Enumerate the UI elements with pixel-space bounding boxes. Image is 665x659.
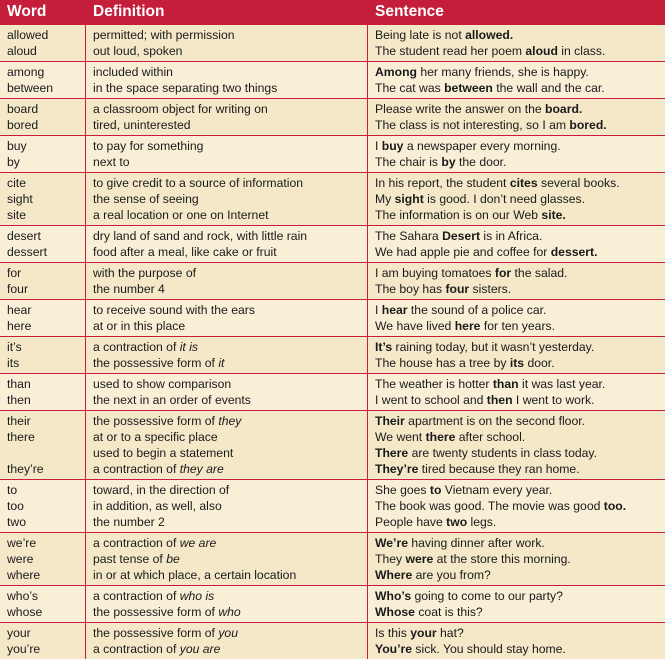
word-text: four	[7, 282, 29, 296]
sentence-cell	[368, 99, 665, 135]
definition-text: toward, in the direction of	[93, 483, 230, 497]
sentence-text: It’s raining today, but it wasn’t yesterday.	[375, 340, 595, 354]
sentence-text: We’re having dinner after work.	[375, 536, 545, 550]
sentence-text: Their apartment is on the second floor.	[375, 414, 586, 428]
definition-cell	[86, 263, 368, 299]
word-text: were	[7, 552, 34, 566]
sentence-cell	[368, 533, 665, 585]
sentence-text: I went to school and then I went to work.	[375, 393, 595, 407]
definition-text: out loud, spoken	[93, 44, 183, 58]
definition-text: the possessive form of you	[93, 626, 238, 640]
sentence-text: The book was good. The movie was good too.	[375, 499, 627, 513]
table-row	[0, 336, 665, 373]
definition-text: dry land of sand and rock, with little rain	[93, 229, 308, 243]
definition-cell	[86, 533, 368, 585]
definition-cell	[86, 411, 368, 479]
word-text: who’s	[7, 589, 38, 603]
definition-text: a contraction of who is	[93, 589, 215, 603]
definition-text: permitted; with permission	[93, 28, 235, 42]
sentence-text: Who’s going to come to our party?	[375, 589, 563, 603]
word-text: site	[7, 208, 26, 222]
word-text: hear	[7, 303, 32, 317]
sentence-text: Is this your hat?	[375, 626, 464, 640]
word-text: cite	[7, 176, 26, 190]
table-row	[0, 299, 665, 336]
header-word: Word	[7, 3, 47, 20]
table-row	[0, 532, 665, 585]
definition-text: the sense of seeing	[93, 192, 199, 206]
sentence-text: They’re tired because they ran home.	[375, 462, 580, 476]
definition-text: in or at which place, a certain location	[93, 568, 297, 582]
definition-text: next to	[93, 155, 130, 169]
sentence-text: You’re sick. You should stay home.	[375, 642, 566, 656]
definition-text: the possessive form of who	[93, 605, 241, 619]
definition-text: the number 2	[93, 515, 165, 529]
definition-text: to give credit to a source of information	[93, 176, 304, 190]
sentence-text: I hear the sound of a police car.	[375, 303, 547, 317]
word-text: you’re	[7, 642, 41, 656]
sentence-cell	[368, 25, 665, 61]
definition-cell	[86, 99, 368, 135]
definition-text: used to show comparison	[93, 377, 232, 391]
word-cell	[0, 623, 86, 659]
word-text: by	[7, 155, 20, 169]
word-text: allowed	[7, 28, 49, 42]
definition-text: the next in an order of events	[93, 393, 251, 407]
definition-text: food after a meal, like cake or fruit	[93, 245, 277, 259]
sentence-text: They were at the store this morning.	[375, 552, 571, 566]
definition-cell	[86, 136, 368, 172]
sentence-text: The house has a tree by its door.	[375, 356, 555, 370]
definition-text: the possessive form of it	[93, 356, 225, 370]
sentence-cell	[368, 411, 665, 479]
word-text: where	[7, 568, 41, 582]
header-definition: Definition	[93, 3, 165, 20]
table-row	[0, 479, 665, 532]
definition-cell	[86, 62, 368, 98]
word-text: dessert	[7, 245, 47, 259]
word-text: bored	[7, 118, 39, 132]
word-cell	[0, 300, 86, 336]
sentence-text: The class is not interesting, so I am bored.	[375, 118, 607, 132]
definition-text: a classroom object for writing on	[93, 102, 268, 116]
sentence-cell	[368, 374, 665, 410]
definition-text: a real location or one on Internet	[93, 208, 269, 222]
sentence-text: In his report, the student cites several books.	[375, 176, 620, 190]
header-sentence: Sentence	[375, 3, 444, 20]
definition-cell	[86, 586, 368, 622]
sentence-cell	[368, 337, 665, 373]
definition-text: to receive sound with the ears	[93, 303, 255, 317]
table-row	[0, 172, 665, 225]
definition-text: the possessive form of they	[93, 414, 242, 428]
table-header	[0, 0, 665, 24]
sentence-text: The boy has four sisters.	[375, 282, 512, 296]
word-text: aloud	[7, 44, 37, 58]
definition-cell	[86, 374, 368, 410]
sentence-text: There are twenty students in class today.	[375, 446, 597, 460]
sentence-text: Where are you from?	[375, 568, 491, 582]
table-row	[0, 585, 665, 622]
word-cell	[0, 263, 86, 299]
sentence-text: We went there after school.	[375, 430, 526, 444]
sentence-text: People have two legs.	[375, 515, 497, 529]
word-cell	[0, 25, 86, 61]
definition-text: included within	[93, 65, 173, 79]
sentence-text: We had apple pie and coffee for dessert.	[375, 245, 598, 259]
word-text: between	[7, 81, 54, 95]
word-text: it’s	[7, 340, 22, 354]
word-text: two	[7, 515, 26, 529]
word-text: board	[7, 102, 39, 116]
sentence-cell	[368, 586, 665, 622]
word-cell	[0, 136, 86, 172]
word-text	[7, 445, 85, 461]
sentence-text: The information is on our Web site.	[375, 208, 566, 222]
word-text: sight	[7, 192, 33, 206]
word-text: desert	[7, 229, 41, 243]
table-body	[0, 24, 665, 659]
word-cell	[0, 173, 86, 225]
definition-text: a contraction of they are	[93, 462, 224, 476]
table-row	[0, 373, 665, 410]
word-cell	[0, 374, 86, 410]
definition-text: at or to a specific place	[93, 430, 218, 444]
sentence-cell	[368, 136, 665, 172]
sentence-text: The cat was between the wall and the car.	[375, 81, 605, 95]
word-cell	[0, 480, 86, 532]
word-text: their	[7, 414, 31, 428]
sentence-text: The chair is by the door.	[375, 155, 507, 169]
word-text: too	[7, 499, 24, 513]
word-text: whose	[7, 605, 43, 619]
sentence-cell	[368, 173, 665, 225]
word-text: than	[7, 377, 31, 391]
definition-text: past tense of be	[93, 552, 180, 566]
definition-text: with the purpose of	[93, 266, 196, 280]
definition-text: at or in this place	[93, 319, 186, 333]
word-cell	[0, 533, 86, 585]
sentence-text: Whose coat is this?	[375, 605, 483, 619]
sentence-text: Being late is not allowed.	[375, 28, 514, 42]
word-text: we’re	[7, 536, 37, 550]
definition-text: in the space separating two things	[93, 81, 278, 95]
sentence-cell	[368, 226, 665, 262]
definition-text: to pay for something	[93, 139, 204, 153]
sentence-cell	[368, 623, 665, 659]
word-cell	[0, 62, 86, 98]
word-text: there	[7, 430, 35, 444]
word-text: here	[7, 319, 32, 333]
table-row	[0, 410, 665, 479]
definition-text: tired, uninterested	[93, 118, 191, 132]
definition-text: the number 4	[93, 282, 165, 296]
definition-cell	[86, 480, 368, 532]
definition-text: a contraction of it is	[93, 340, 198, 354]
table-row	[0, 225, 665, 262]
sentence-text: We have lived here for ten years.	[375, 319, 555, 333]
sentence-text: She goes to Vietnam every year.	[375, 483, 553, 497]
table-row	[0, 24, 665, 61]
definition-cell	[86, 226, 368, 262]
word-text: among	[7, 65, 45, 79]
definition-text: used to begin a statement	[93, 446, 234, 460]
sentence-cell	[368, 62, 665, 98]
word-cell	[0, 411, 86, 479]
word-text: to	[7, 483, 18, 497]
sentence-text: I am buying tomatoes for the salad.	[375, 266, 568, 280]
word-cell	[0, 337, 86, 373]
definition-cell	[86, 623, 368, 659]
sentence-text: The student read her poem aloud in class.	[375, 44, 606, 58]
word-text: for	[7, 266, 22, 280]
definition-cell	[86, 173, 368, 225]
table-row	[0, 61, 665, 98]
sentence-cell	[368, 263, 665, 299]
sentence-text: The weather is hotter than it was last year.	[375, 377, 606, 391]
definition-cell	[86, 300, 368, 336]
table-row	[0, 98, 665, 135]
word-text: its	[7, 356, 20, 370]
sentence-cell	[368, 300, 665, 336]
word-cell	[0, 586, 86, 622]
definition-text: in addition, as well, also	[93, 499, 222, 513]
table-row	[0, 135, 665, 172]
sentence-text: Please write the answer on the board.	[375, 102, 583, 116]
table-row	[0, 262, 665, 299]
definition-text: a contraction of we are	[93, 536, 217, 550]
definition-cell	[86, 25, 368, 61]
sentence-text: Among her many friends, she is happy.	[375, 65, 589, 79]
word-text: buy	[7, 139, 27, 153]
sentence-text: I buy a newspaper every morning.	[375, 139, 561, 153]
word-text: then	[7, 393, 31, 407]
word-cell	[0, 226, 86, 262]
sentence-cell	[368, 480, 665, 532]
definition-text: a contraction of you are	[93, 642, 221, 656]
word-cell	[0, 99, 86, 135]
sentence-text: My sight is good. I don’t need glasses.	[375, 192, 586, 206]
sentence-text: The Sahara Desert is in Africa.	[375, 229, 543, 243]
word-text: your	[7, 626, 31, 640]
definition-cell	[86, 337, 368, 373]
table-row	[0, 622, 665, 659]
word-text: they’re	[7, 462, 44, 476]
